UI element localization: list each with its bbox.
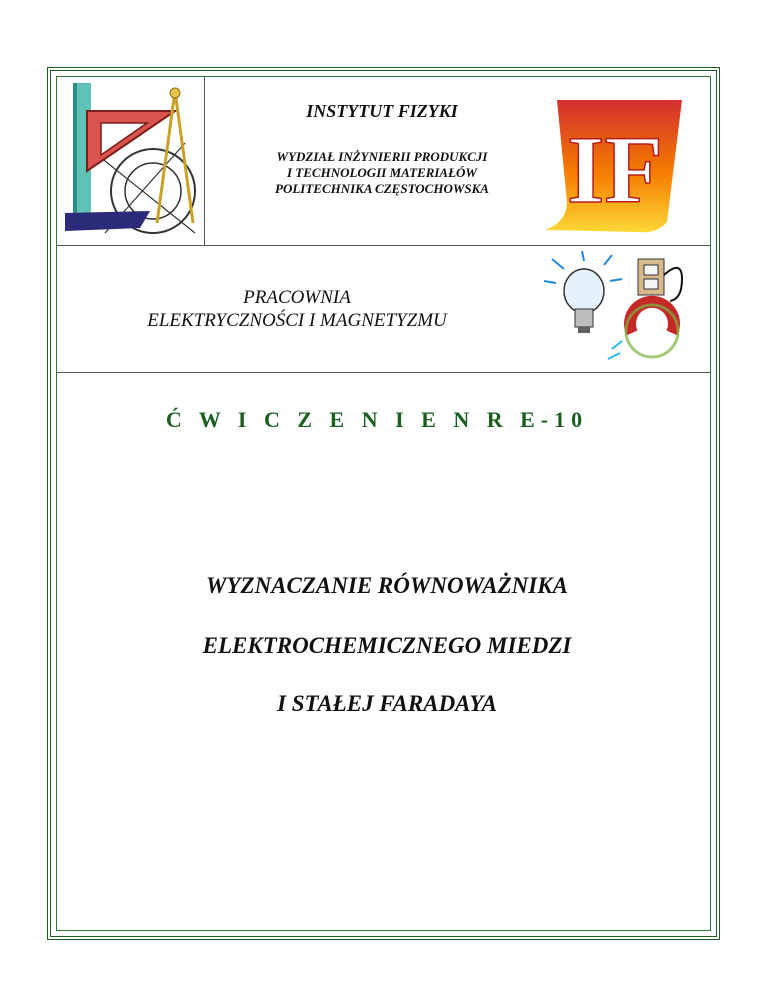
university-name: POLITECHNIKA CZĘSTOCHOWSKA bbox=[275, 181, 489, 196]
lab-divider bbox=[57, 372, 710, 373]
inner-border bbox=[56, 76, 711, 931]
header-divider bbox=[57, 245, 710, 246]
lab-line-2: ELEKTRYCZNOŚCI I MAGNETYZMU bbox=[147, 310, 447, 331]
lab-name bbox=[57, 286, 537, 332]
institute-logo bbox=[537, 92, 687, 237]
electricity-clipart-icon bbox=[542, 249, 712, 367]
institute-name: INSTYTUT FIZYKI bbox=[306, 101, 458, 121]
drafting-tools-icon bbox=[65, 83, 200, 238]
logo-divider bbox=[204, 77, 205, 245]
title-line-2: ELEKTROCHEMICZNEGO MIEDZI bbox=[202, 633, 572, 658]
logo-text: IF bbox=[567, 116, 663, 223]
title-line-3: I STAŁEJ FARADAYA bbox=[277, 691, 497, 716]
title-line-1: WYZNACZANIE RÓWNOWAŻNIKA bbox=[206, 573, 568, 598]
lab-line-1: PRACOWNIA bbox=[243, 287, 351, 308]
page-border bbox=[47, 67, 720, 940]
faculty-line-2: I TECHNOLOGII MATERIAŁÓW bbox=[287, 165, 477, 180]
exercise-number: Ć W I C Z E N I E N R E-10 bbox=[165, 407, 589, 432]
faculty-line-1: WYDZIAŁ INŻYNIERII PRODUKCJI bbox=[276, 149, 488, 164]
